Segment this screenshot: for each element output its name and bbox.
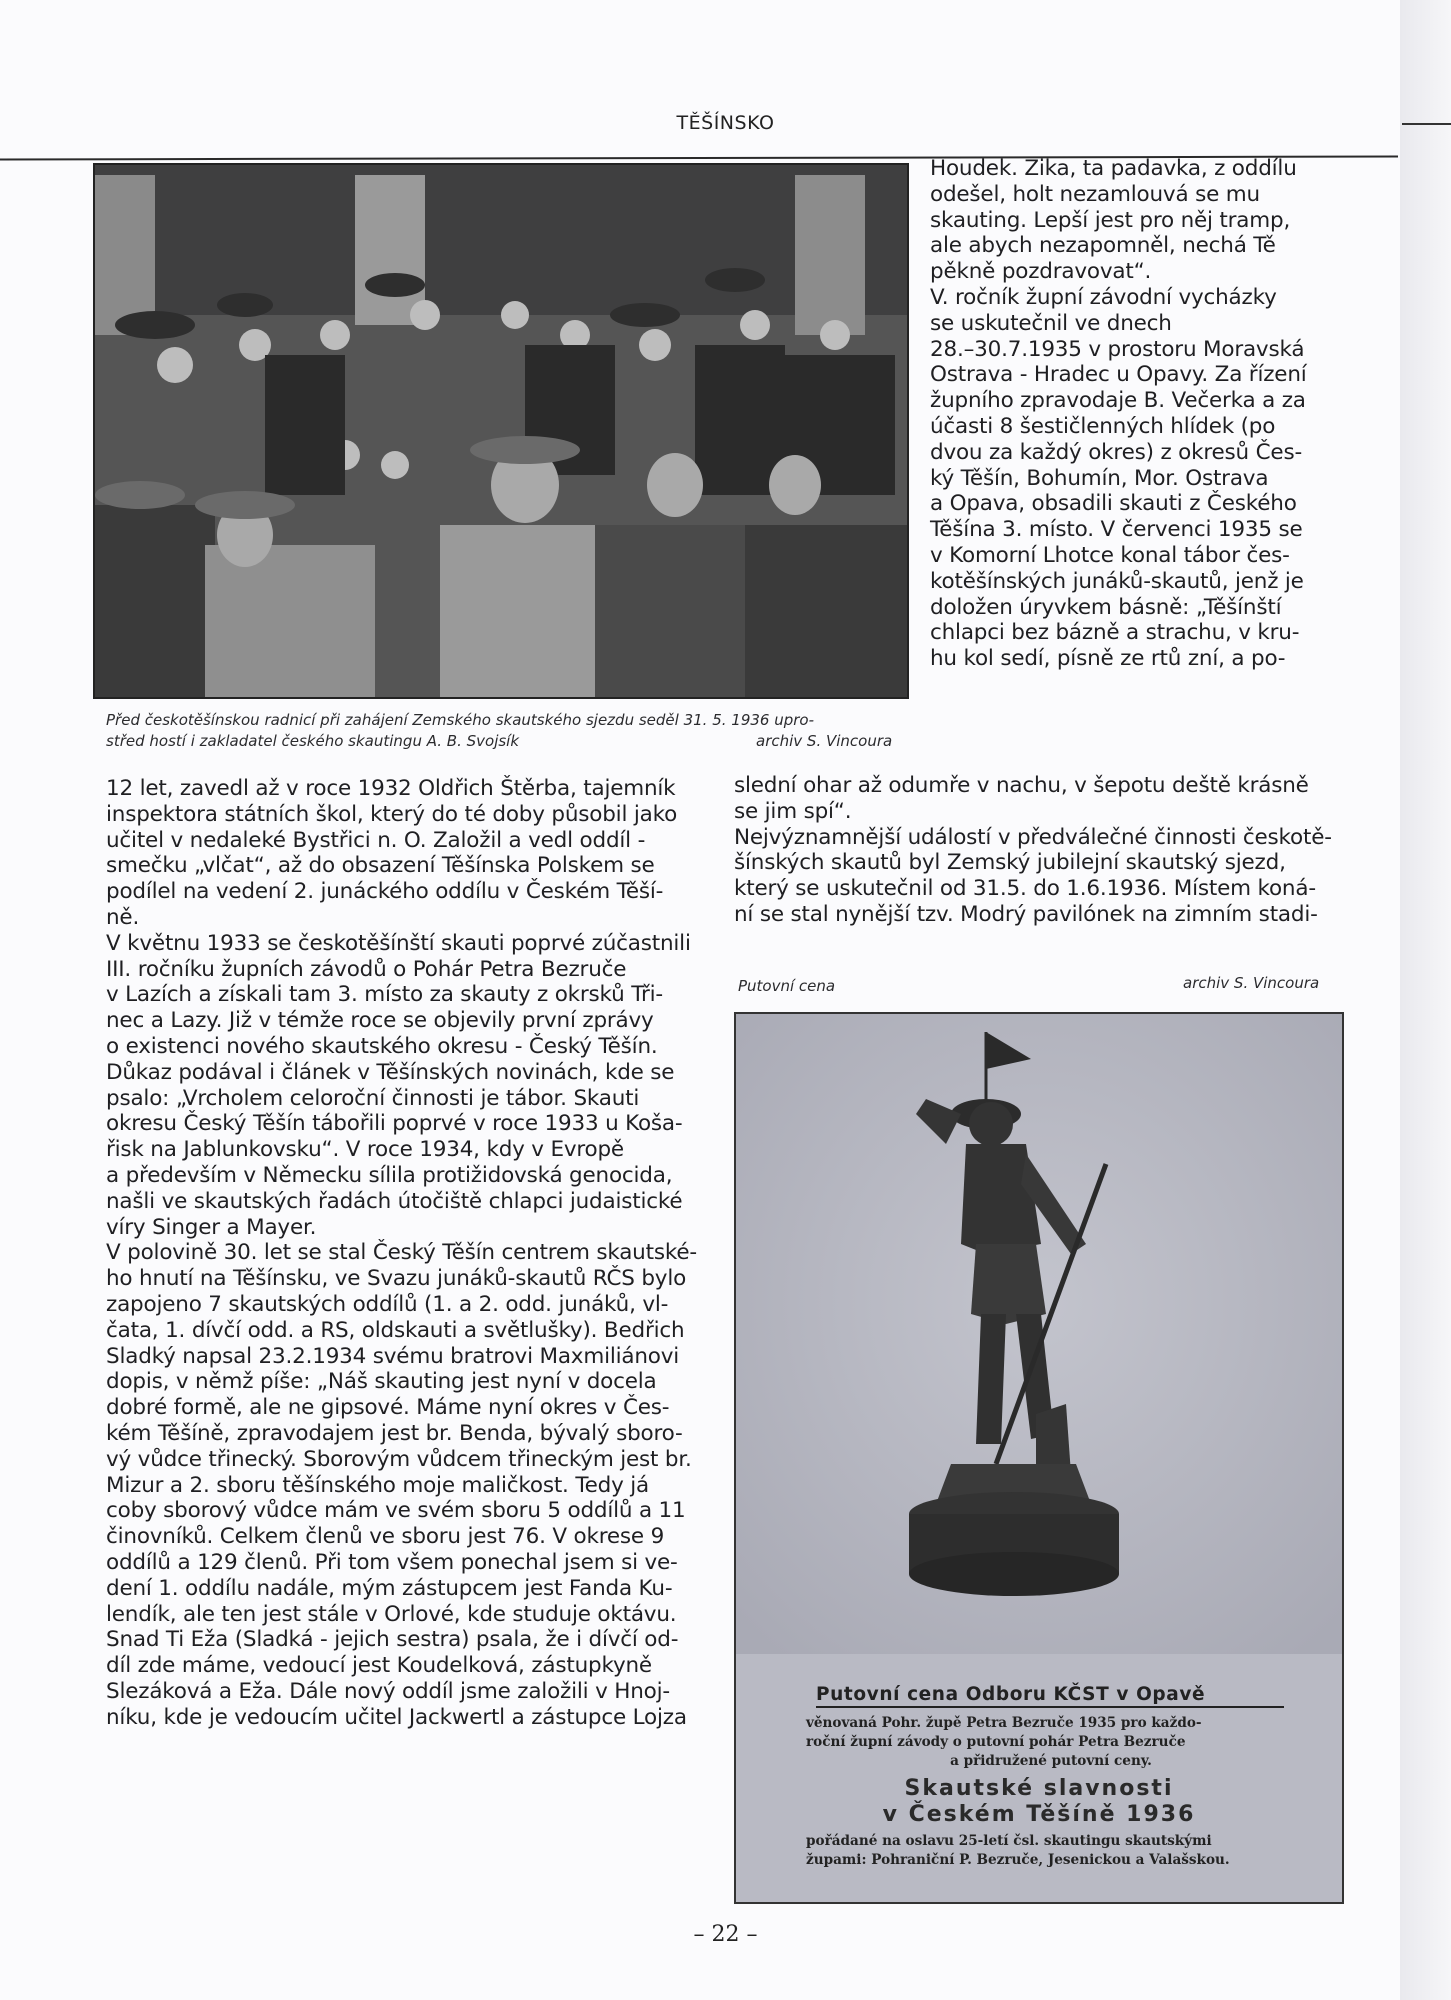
text-line: nec a Lazy. Již v témže roce se objevily první zprávy [106,1008,654,1034]
text-line: V. ročník župní závodní vycházky [930,284,1277,310]
text-line: ký Těšín, Bohumín, Mor. Ostrava [930,465,1269,491]
text-line: dvou za každý okres) z okresů Čes- [930,439,1303,465]
text-line: župního zpravodaje B. Večerka a za [930,388,1306,414]
text-line: víry Singer a Mayer. [106,1214,317,1240]
text-line: čata, 1. dívčí odd. a RS, oldskauti a světlušky). Bedřich [106,1317,685,1343]
text-line: díl zde máme, vedoucí jest Koudelková, zástupkyně [106,1653,652,1679]
text-line: oddílů a 129 členů. Při tom všem ponechal jsem si ve- [106,1549,678,1575]
text-line: zapojeno 7 skautských oddílů (1. a 2. odd. junáků, vl- [106,1291,669,1317]
text-line: okresu Český Těšín tábořili poprvé v roce 1933 u Koša- [106,1111,683,1137]
text-line: hu kol sedí, písně ze rtů zní, a po- [930,646,1286,672]
text-line: chlapci bez bázně a strachu, v kru- [930,620,1300,646]
text-line: V květnu 1933 se českotěšínští skauti poprvé zúčastnili [106,930,691,956]
header-rule-right [1402,123,1451,125]
text-line: Těšína 3. místo. V červenci 1935 se [930,517,1303,543]
text-line: našli ve skautských řadách útočiště chlapci judaistické [106,1188,683,1214]
text-line: smečku „vlčat“, až do obsazení Těšínska Polskem se [106,853,655,879]
trophy-heading-line-2: v Českém Těšíně 1936 [882,1802,1196,1827]
photo-trophy-putovni-cena [734,1012,1344,1904]
photo1-credit: archiv S. Vincoura [756,732,893,750]
text-line: který se uskutečnil od 31.5. do 1.6.1936. Místem koná- [734,876,1316,902]
trophy-heading-line-1: Skautské slavnosti [904,1776,1174,1801]
text-line: ale abych nezapomněl, nechá Tě [930,233,1276,259]
text-line: ní se stal nynější tzv. Modrý pavilónek na zimním stadi- [734,901,1318,927]
text-line: roční župní závody o putovní pohár Petra Bezruče [806,1734,1186,1750]
text-line: Mizur a 2. sboru těšínského moje maličkost. Tedy já [106,1472,649,1498]
text-line: doložen úryvkem básně: „Těšínští [930,594,1282,620]
trophy-statue-illustration [736,1014,1342,1654]
text-line: Houdek. Zika, ta padavka, z oddílu [930,156,1297,181]
right-column-mid-text [734,773,1332,928]
text-line: III. ročníku župních závodů o Pohár Petra Bezruče [106,956,627,982]
trophy-card-heading [736,1776,1342,1828]
text-line: lendík, ale ten jest stále v Orlové, kde studuje oktávu. [106,1601,677,1627]
text-line: dení 1. oddílu nadále, mým zástupcem jest Fanda Ku- [106,1575,673,1601]
text-line: o existenci nového skautského okresu - Český Těšín. [106,1033,658,1059]
page-number: – 22 – [693,1922,758,1947]
text-line: Ostrava - Hradec u Opavy. Za řízení [930,362,1307,388]
trophy-card-text-2 [806,1832,1296,1870]
text-line: činovníků. Celkem členů ve sboru jest 76. V okrese 9 [106,1524,665,1550]
text-line: ho hnutí na Těšínsku, ve Svazu junáků-skautů RČS bylo [106,1266,687,1292]
text-line: v Komorní Lhotce konal tábor čes- [930,542,1290,568]
text-line: a Opava, obsadili skauti z Českého [930,491,1297,517]
text-line: v Lazích a získali tam 3. místo za skauty z okrsků Tři- [106,982,663,1008]
text-line: dopis, v němž píše: „Náš skauting jest nyní v docela [106,1369,657,1395]
text-line: a především v Německu sílila protižidovská genocida, [106,1162,673,1188]
photo-illustration [95,165,907,697]
text-line: Slezáková a Eža. Dále nový oddíl jsme založili v Hnoj- [106,1678,670,1704]
running-header: TĚŠÍNSKO [676,112,775,134]
photo1-caption-line-2: střed hostí i zakladatel českého skautingu A. B. Svojsík [106,732,520,750]
trophy-card-text-1 [806,1714,1296,1771]
text-line: Nejvýznamnější událostí v předválečné činnosti českotě- [734,824,1332,850]
trophy-card-title: Putovní cena Odboru KČST v Opavě [816,1684,1284,1708]
text-line: kotěšínských junáků-skautů, jenž je [930,568,1304,594]
text-line: slední ohar až odumře v nachu, v šepotu deště krásně [734,773,1309,798]
text-line: psalo: „Vrcholem celoroční činnosti je tábor. Skauti [106,1085,640,1111]
text-line: a přidružené putovní ceny. [950,1753,1152,1769]
text-line: šínských skautů byl Zemský jubilejní skautský sjezd, [734,850,1286,876]
right-column-top-text [930,156,1307,672]
text-line: podílel na vedení 2. junáckého oddílu v Českém Těší- [106,879,664,905]
text-line: župami: Pohraniční P. Bezruče, Jesenickou a Valašskou. [806,1852,1230,1868]
left-column-text [106,776,697,1730]
text-line: ně. [106,904,140,930]
text-line: Důkaz podával i článek v Těšínských novinách, kde se [106,1059,675,1085]
text-line: coby sborový vůdce mám ve svém sboru 5 oddílů a 11 [106,1498,686,1524]
text-line: pěkně pozdravovat“. [930,259,1152,285]
text-line: 28.–30.7.1935 v prostoru Moravská [930,336,1305,362]
text-line: řisk na Jablunkovsku“. V roce 1934, kdy v Evropě [106,1137,624,1163]
text-line: Sladký napsal 23.2.1934 svému bratrovi Maxmiliánovi [106,1343,680,1369]
text-line: inspektora státních škol, který do té doby působil jako [106,801,678,827]
text-line: se jim spí“. [734,798,852,824]
text-line: dobré formě, ale ne gipsové. Máme nyní okres v Čes- [106,1395,670,1421]
photo2-credit: archiv S. Vincoura [1183,974,1320,992]
text-line: skauting. Lepší jest pro něj tramp, [930,207,1291,233]
text-line: účasti 8 šestičlenných hlídek (po [930,413,1276,439]
scan-page-edge [1400,0,1451,2000]
text-line: 12 let, zavedl až v roce 1932 Oldřich Štěrba, tajemník [106,776,676,801]
photo2-caption: Putovní cena [738,977,836,995]
text-line: kém Těšíně, zpravodajem jest br. Benda, bývalý sboro- [106,1420,683,1446]
photo1-caption-line-1: Před českotěšínskou radnicí při zahájení Zemského skautského sjezdu seděl 31. 5. 1936 upro- [106,711,815,729]
text-line: odešel, holt nezamlouvá se mu [930,181,1260,207]
text-line: V polovině 30. let se stal Český Těšín centrem skautské- [106,1240,697,1266]
text-line: pořádané na oslavu 25-letí čsl. skautingu skautskými [806,1833,1212,1849]
text-line: Snad Ti Eža (Sladká - jejich sestra) psala, že i dívčí od- [106,1627,679,1653]
text-line: učitel v nedaleké Bystřici n. O. Založil a vedl oddíl - [106,827,646,853]
text-line: se uskutečnil ve dnech [930,310,1172,336]
photo-svojsik-assembly [93,163,909,699]
text-line: vý vůdce třinecký. Sborovým vůdcem třineckým jest br. [106,1446,692,1472]
text-line: věnovaná Pohr. župě Petra Bezruče 1935 pro každo- [806,1715,1202,1731]
text-line: níku, kde je vedoucím učitel Jackwertl a zástupce Lojza [106,1704,687,1730]
